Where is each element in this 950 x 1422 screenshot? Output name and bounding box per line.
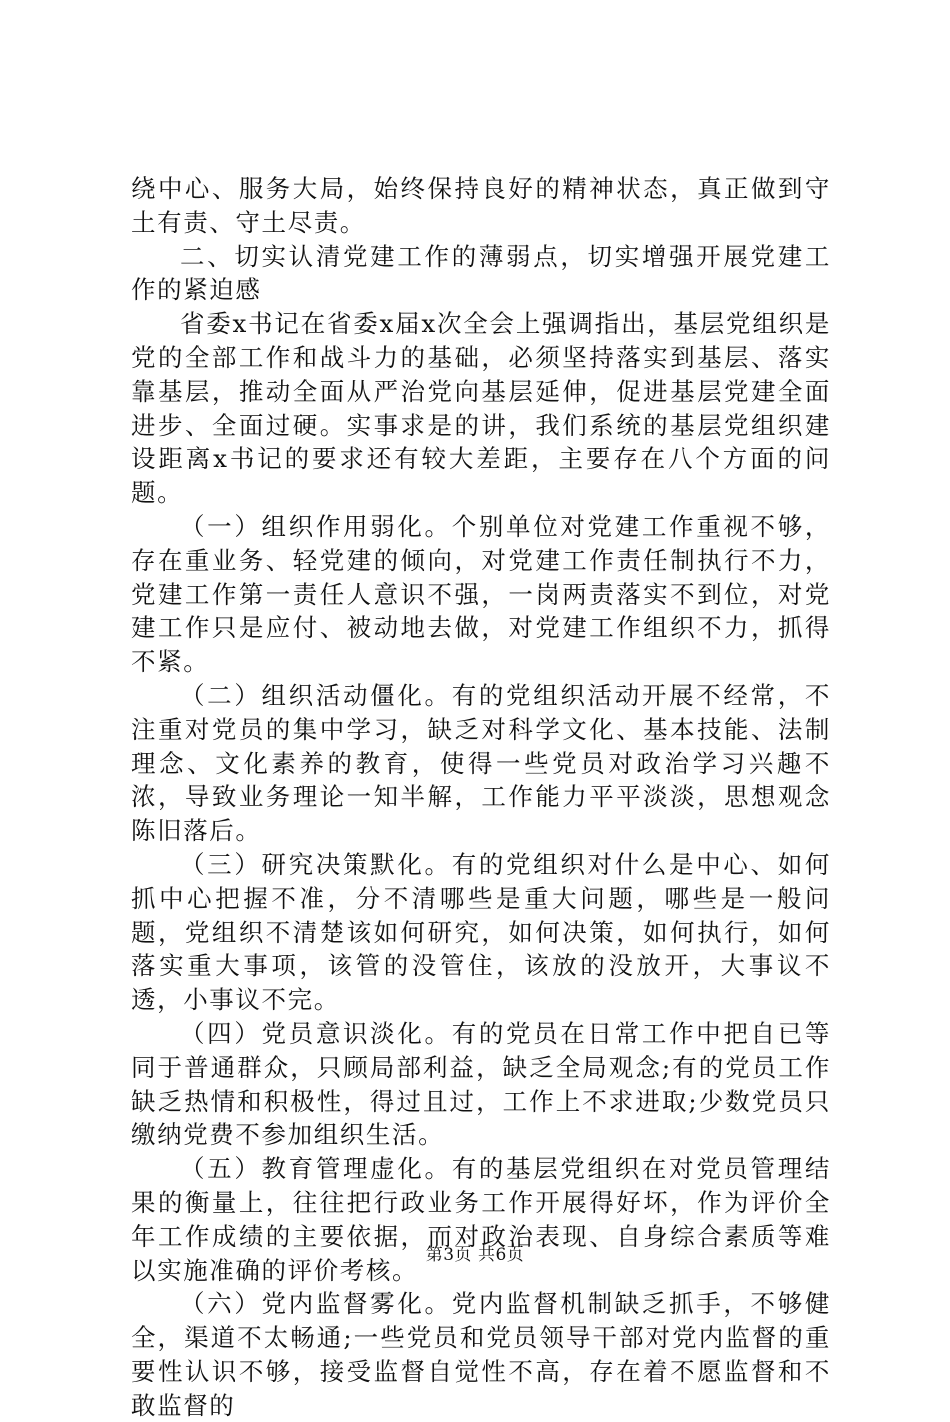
- paragraph-intro: 省委x书记在省委x届x次全会上强调指出，基层党组织是党的全部工作和战斗力的基础，必须坚持落实到基层、落实靠基层，推动全面从严治党向基层延伸，促进基层党建全面进步、全面过硬。实事求是的讲，我们系统的基层党组织建设距离x书记的要求还有较大差距，主要存在八个方面的问题。: [131, 309, 831, 508]
- paragraph-item-2: （二）组织活动僵化。有的党组织活动开展不经常，不注重对党员的集中学习，缺乏对科学文化、基本技能、法制理念、文化素养的教育，使得一些党员对政治学习兴趣不浓，导致业务理论一知半解，工作能力平平淡淡，思想观念陈旧落后。: [131, 680, 831, 846]
- document-body: [131, 172, 831, 1422]
- paragraph-continuation: 绕中心、服务大局，始终保持良好的精神状态，真正做到守土有责、守土尽责。: [131, 174, 831, 237]
- paragraph-item-4: （四）党员意识淡化。有的党员在日常工作中把自已等同于普通群众，只顾局部利益，缺乏全局观念;有的党员工作缺乏热情和积极性，得过且过，工作上不求进取;少数党员只缴纳党费不参加组织生活。: [131, 1018, 831, 1150]
- paragraph-item-1: （一）组织作用弱化。个别单位对党建工作重视不够，存在重业务、轻党建的倾向，对党建工作责任制执行不力，党建工作第一责任人意识不强，一岗两责落实不到位，对党建工作只是应付、被动地去做，对党建工作组织不力，抓得不紧。: [131, 511, 831, 677]
- section-heading: 二、切实认清党建工作的薄弱点，切实增强开展党建工作的紧迫感: [131, 241, 831, 305]
- paragraph-item-3: （三）研究决策默化。有的党组织对什么是中心、如何抓中心把握不准，分不清哪些是重大问题，哪些是一般问题，党组织不清楚该如何研究，如何决策，如何执行，如何落实重大事项，该管的没管住，该放的没放开，大事议不透，小事议不完。: [131, 849, 831, 1015]
- paragraph-item-6: （六）党内监督雾化。党内监督机制缺乏抓手，不够健全，渠道不太畅通;一些党员和党员领导干部对党内监督的重要性认识不够，接受监督自觉性不高，存在着不愿监督和不敢监督的: [131, 1289, 831, 1420]
- paragraph-item-5: （五）教育管理虚化。有的基层党组织在对党员管理结果的衡量上，往往把行政业务工作开展得好坏，作为评价全年工作成绩的主要依据，而对政治表现、自身综合素质等难以实施准确的评价考核。: [131, 1154, 831, 1285]
- page-number-footer: 第3页 共6页: [425, 1245, 525, 1265]
